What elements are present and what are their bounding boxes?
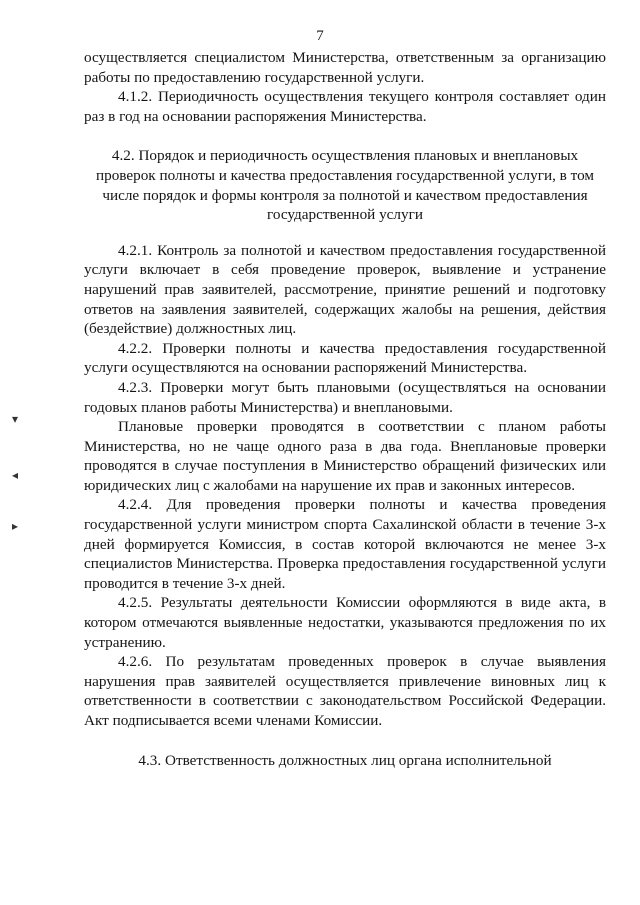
paragraph-4-2-3: 4.2.3. Проверки могут быть плановыми (осуществляться на основании годовых планов работы Министерства) и внеплановыми. — [84, 378, 606, 416]
paragraph-4-2-1: 4.2.1. Контроль за полнотой и качеством предоставления государственной услуги включает в себя проведение проверок, выявление и устранение нарушений прав заявителей, рассмотрение, принятие решений и подготовку ответов на заявления заявителей, содержащих жалобы на решения, действия (бездействие) должностных лиц. — [84, 241, 606, 338]
paragraph-4-2-6: 4.2.6. По результатам проведенных проверок в случае выявления нарушения прав заявителей осуществляется привлечение виновных лиц к ответственности в соответствии с законодательством Российской Федерации. Акт подписывается всеми членами Комиссии. — [84, 653, 606, 729]
margin-mark: ▸ — [12, 519, 19, 533]
paragraph-4-1-2: 4.1.2. Периодичность осуществления текущего контроля составляет один раз в год на основании распоряжения Министерства. — [84, 88, 606, 125]
paragraph-planned-checks: Плановые проверки проводятся в соответствии с планом работы Министерства, но не чаще одного раза в два года. Внеплановые проверки проводятся в случае поступления в Министерство обращений физических или юридических лиц с жалобами на нарушение их прав и законных интересов. — [84, 418, 606, 494]
paragraph-4-2-5: 4.2.5. Результаты деятельности Комиссии оформляются в виде акта, в котором отмечаются выявленные недостатки, указываются предложения по их устранению. — [84, 594, 606, 651]
section-heading-4-2: 4.2. Порядок и периодичность осуществления плановых и внеплановых проверок полноты и качества предоставления государственной услуги, в том числе порядок и формы контроля за полнотой и качеством предоставления государственной услуги — [95, 147, 595, 224]
paragraph-4-2-2: 4.2.2. Проверки полноты и качества предоставления государственной услуги осуществляются на основании распоряжений Министерства. — [84, 339, 606, 377]
margin-mark: ◂ — [12, 468, 19, 482]
document-body — [84, 48, 606, 770]
paragraph-continuation: осуществляется специалистом Министерства, ответственным за организацию работы по предоставлению государственной услуги. — [84, 49, 606, 86]
page-number: 7 — [316, 28, 324, 44]
section-heading-4-3: 4.3. Ответственность должностных лиц органа исполнительной — [138, 751, 552, 769]
paragraph-4-2-4: 4.2.4. Для проведения проверки полноты и качества проведения государственной услуги министром спорта Сахалинской области в течение 3-х дней формируется Комиссия, в состав которой включаются не менее 3-х специалистов Министерства. Проверка предоставления государственной услуги проводится в течение 3-х дней. — [84, 496, 606, 592]
margin-mark: ▾ — [12, 412, 19, 426]
